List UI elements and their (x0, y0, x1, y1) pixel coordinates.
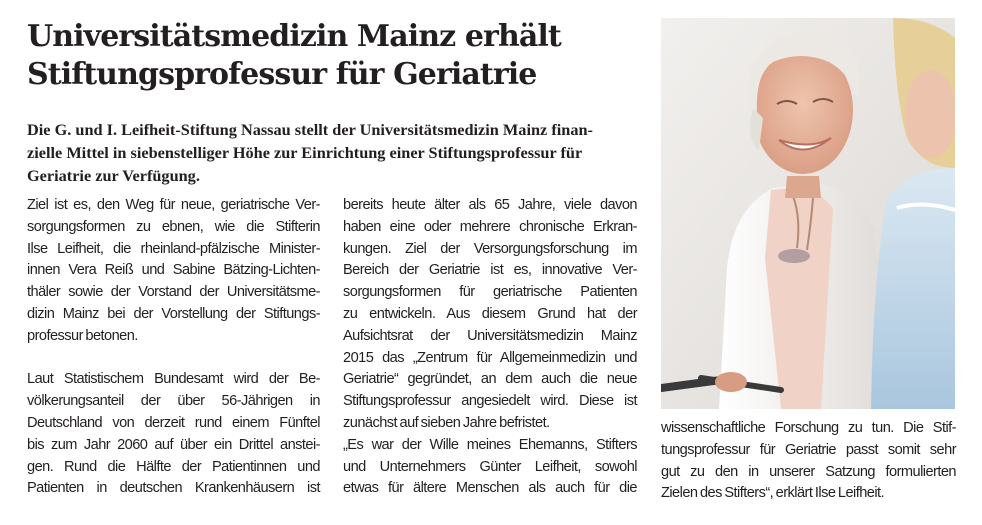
text-line: Ilse Leifheit, die rheinland-pfälzische Minister- (27, 240, 320, 257)
text-line: gen. Rund die Hälfte der Patientinnen und (27, 458, 320, 475)
text-line: etwas für ältere Menschen als auch für die (343, 480, 637, 497)
text-line: und Unternehmers Günter Leifheit, sowohl (343, 458, 637, 475)
text-line: Laut Statistischem Bundesamt wird der Be- (27, 371, 320, 388)
photo-elderly-woman-with-nurse (661, 18, 955, 409)
text-line: bereits heute älter als 65 Jahre, viele davon (343, 197, 637, 213)
text-line: 2015 das „Zentrum für Allgemeinmedizin und (343, 349, 637, 366)
text-line: professur betonen. (27, 327, 138, 344)
text-line: Patienten in deutschen Krankenhäusern ist (27, 480, 320, 497)
lead-line-1: Die G. und I. Leifheit-Stiftung Nassau stellt der Universitätsmedizin Mainz finan- (27, 120, 593, 139)
text-line: gut zu den in unserer Satzung formulierten (661, 463, 956, 480)
text-line: Stiftungsprofessur angesiedelt wird. Diese ist (343, 393, 637, 410)
text-line: bis zum Jahr 2060 auf über ein Drittel anstei- (27, 436, 320, 453)
text-line: tungsprofessur für Geriatrie passt somit sehr (661, 441, 956, 458)
text-line: wissenschaftliche Forschung zu tun. Die Stif- (661, 420, 956, 436)
text-line: zunächst auf sieben Jahre befristet. (343, 414, 550, 431)
text-line: sorgungsformen zu ebnen, wie die Stifterin (27, 218, 320, 235)
text-line: sorgungsformen für geriatrische Patienten (343, 284, 637, 301)
text-line: dizin Mainz bei der Vorstellung der Stiftungs- (27, 305, 320, 322)
text-column-1 (27, 195, 320, 500)
text-line: innen Vera Reiß und Sabine Bätzing-Lichten- (27, 262, 320, 279)
headline-line-2: Stiftungsprofessur für Geriatrie (27, 57, 537, 92)
paragraph-gap (27, 348, 320, 370)
text-line: Aufsichtsrat der Universitätsmedizin Mainz (343, 327, 637, 344)
text-line: Bereich der Geriatrie ist es, innovative Ver- (343, 262, 637, 279)
lead-line-3: Geriatrie zur Verfügung. (27, 166, 200, 185)
text-line: Deutschland von derzeit rund einem Fünftel (27, 414, 320, 431)
text-line: „Es war der Wille meines Ehemanns, Stifters (343, 436, 637, 453)
text-column-3 (661, 418, 956, 505)
article-photo (661, 18, 955, 409)
text-line: Ziel ist es, den Weg für neue, geriatrische Ver- (27, 197, 320, 213)
lead-line-2: zielle Mittel in siebenstelliger Höhe zur Einrichtung einer Stiftungsprofessur für (27, 143, 583, 162)
text-line: kungen. Ziel der Versorgungsforschung im (343, 240, 637, 257)
text-line: haben eine oder mehrere chronische Erkran- (343, 218, 637, 235)
text-column-2 (343, 195, 637, 500)
text-line: Zielen des Stifters“, erklärt Ilse Leifheit. (661, 485, 885, 502)
text-line: völkerungsanteil der über 56-Jährigen in (27, 393, 320, 410)
text-line: thäler sowie der Vorstand der Universitätsme- (27, 284, 320, 301)
text-line: Geriatrie“ gegründet, an dem auch die neue (343, 371, 637, 388)
text-line: zu entwickeln. Aus diesem Grund hat der (343, 305, 637, 322)
article-headline (27, 18, 647, 94)
headline-line-1: Universitätsmedizin Mainz erhält (27, 19, 561, 54)
article-lead (27, 118, 642, 187)
